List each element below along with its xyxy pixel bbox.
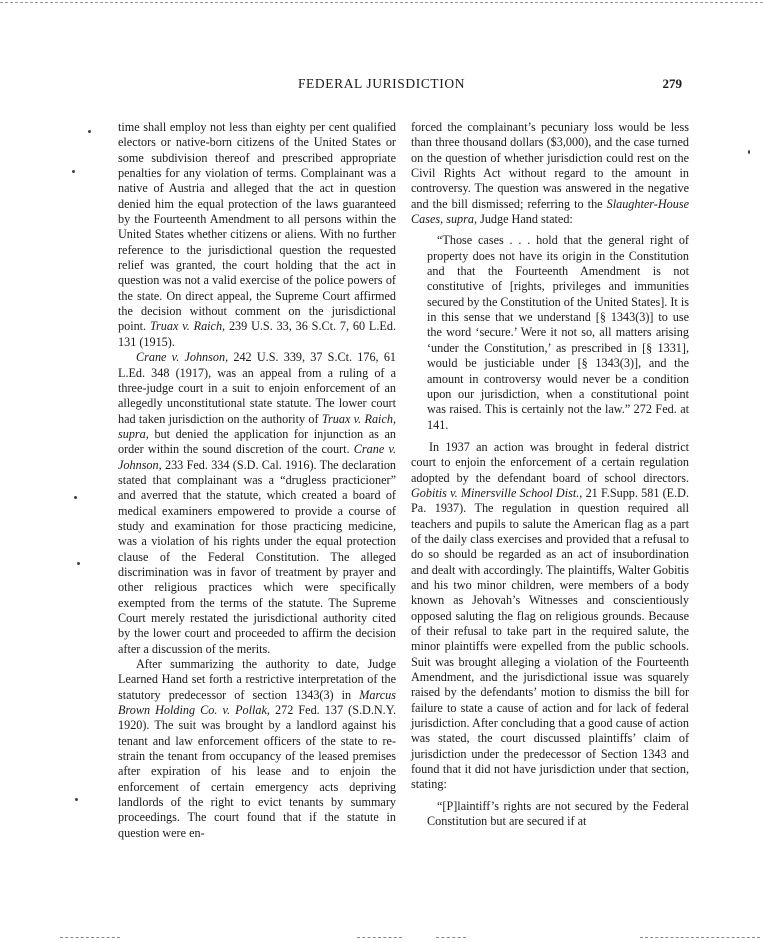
case-citation: Truax v. Raich, supra,	[118, 411, 396, 441]
case-citation: Crane v. Johnson,	[136, 350, 229, 365]
scan-speck	[72, 170, 75, 173]
paragraph: time shall employ not less than eighty per cent qualified electors or native-born citizens of the United States or some subdivision thereof and prescribed appropriate penalties for any violation of terms. Complainant was a native of Austria and alleged that the act in question denied him the equal protection of the laws guaranteed by the Fourteenth Amendment to all persons within the United States whether citizens or aliens. With no further reference to the jurisdictional question the requested relief was granted, the court holding that the act in question was not a valid exercise of the police powers of the state. On direct appeal, the Supreme Court affirmed the decision without comment on the jurisdictional point. Truax v. Raich, 239 U.S. 33, 36 S.Ct. 7, 60 L.Ed. 131 (1915).	[118, 120, 396, 349]
case-citation: Marcus Brown Holding Co. v. Pollak,	[118, 687, 396, 718]
scan-top-edge	[0, 2, 763, 3]
paragraph: In 1937 an action was brought in federal district court to enjoin the enforcement of a certain regulation adopted by the defendant board of school directors. Gobitis v. Minersville School Dist., 21 F.Supp. 581 (E.D. Pa. 1937). The regulation in question required all teachers and pupils to salute the American flag as a part of the daily class exercises and provided that a refusal to do so should be regarded as an act of insubordination and dealt with accordingly. The plaintiffs, Walter Gobitis and his two minor children, were members of a body known as Jehovah’s Witnesses and conscientiously opposed saluting the flag on religious grounds. Because of their refusal to take part in the required salute, the minor plaintiffs were expelled from the public schools. Suit was brought alleging a violation of the Fourteenth Amendment, and the jurisdictional issue was squarely raised by the defendants’ motion to dismiss the bill for failure to state a cause of action and for lack of federal jurisdiction. After concluding that a good cause of action was stated, the court discussed plaintiffs’ claim of jurisdiction under the predecessor of Section 1343 and found that it did not have jurisdiction under that section, stating:	[411, 439, 690, 792]
scan-speck	[75, 798, 78, 801]
paragraph: After summarizing the authority to date, Judge Learned Hand set forth a restrictive interpretation of the statutory predecessor of section 1343(3) in Marcus Brown Holding Co. v. Pollak, 272 Fed. 137 (S.D.N.Y. 1920). The suit was brought by a landlord against his tenant and law enforcement officers of the state to restrain the tenant from occupancy of the leased premises after expiration of his lease and to enjoin the enforcement of certain emergency acts depriving landlords of the right to evict tenants by summary proceedings. The court found that if the statute in question were en-	[118, 657, 397, 840]
scan-speck	[748, 150, 750, 154]
page-number: 279	[662, 76, 682, 91]
right-column	[411, 120, 689, 829]
case-citation: Truax v. Raich,	[149, 319, 226, 334]
left-column	[118, 120, 396, 841]
block-quote: “Those cases . . . hold that the general right of property does not have its origin in the Constitution and that the Fourteenth Amendment is not constitutive of [rights, privileges and immunities secured by the Constitution of the United States]. It is in this sense that we understand [§ 1343(3)] to use the word ‘secure.’ Were it not so, all matters arising ‘under the Constitution,’ as prescribed in [§ 1331], would be justiciable under [§ 1343(3)], and the amount in controversy would never be a condition upon our jurisdiction, when a constitutional point was raised. This is certainly not the law.” 272 Fed. at 141.	[427, 233, 689, 432]
case-citation: Gobitis v. Minersville School Dist.,	[411, 485, 583, 500]
scan-speck	[77, 562, 80, 565]
running-header-title: FEDERAL JURISDICTION	[297, 76, 466, 91]
case-citation: Slaughter-House Cases, supra,	[411, 196, 689, 227]
block-quote: “[P]laintiff’s rights are not secured by the Federal Constitution but are secured if at	[427, 798, 689, 829]
scan-speck	[74, 496, 77, 499]
scan-bottom-edge	[357, 937, 402, 938]
scan-bottom-edge	[436, 937, 466, 938]
scan-bottom-edge	[640, 937, 760, 938]
case-citation: Crane v. Johnson,	[118, 442, 396, 472]
paragraph: forced the complainant’s pecuniary loss would be less than three thousand dollars ($3,000), and the case turned on the question of whether jurisdiction could rest on the Civil Rights Act without regard to the amount in controversy. The question was answered in the negative and the bill dismissed; referring to the Slaughter-House Cases, supra, Judge Hand stated:	[411, 120, 689, 227]
scan-speck	[88, 130, 91, 133]
scan-bottom-edge	[60, 937, 120, 938]
paragraph: Crane v. Johnson, 242 U.S. 339, 37 S.Ct. 176, 61 L.Ed. 348 (1917), was an appeal from a ruling of a three-judge court in a suit to enjoin enforcement of an allegedly unconstitutional state statute. The lower court had taken jurisdiction on the authority of Truax v. Raich, supra, but denied the application for injunction as an order within the sound discretion of the court. Crane v. Johnson, 233 Fed. 334 (S.D. Cal. 1916). The declaration stated that complainant was a “drugless practicioner” and averred that the statute, which created a board of medical examiners empowered to provide a course of study and examination for those practicing medicine, was a violation of his rights under the equal protection clause of the Federal Constitution. The alleged discrimination was in favor of treatment by prayer and other religious practices which were specifically exempted from the terms of the statute. The Supreme Court merely restated the jurisdictional authority cited by the lower court and proceeded to affirm the decision after a discussion of the merits.	[118, 350, 397, 656]
